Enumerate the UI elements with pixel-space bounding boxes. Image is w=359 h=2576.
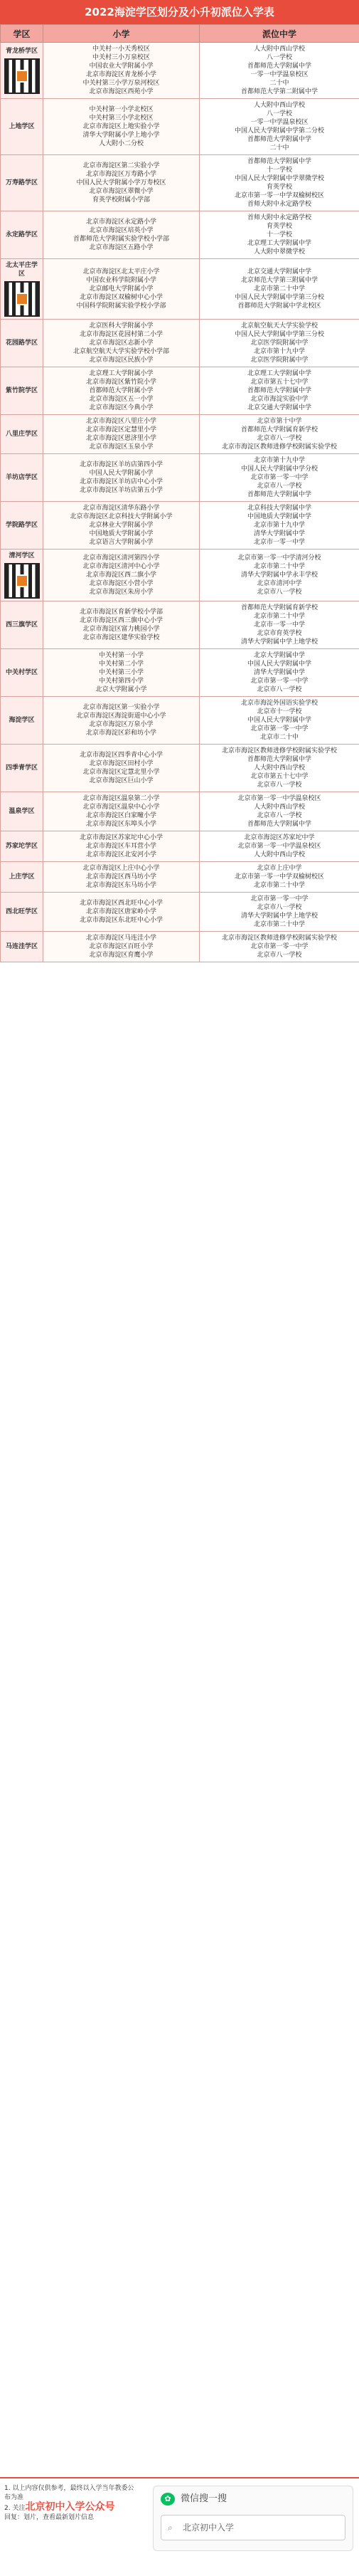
table-row [1,831,359,862]
primary-schools-cell: 北京市海淀区第二实验小学 北京市海淀区万寿路小学 中国人民大学附属小学万寿校区 北京市海淀区翠微小学 育英学校附属小学部 [43,155,200,211]
table-row [1,932,359,962]
primary-schools-cell: 中关村第一小学 中关村第二小学 中关村第三小学 中关村第四小学 北京大学附属小学 [43,649,200,697]
secondary-schools-cell: 首师大附中永定路学校 育英学校 十一学校 北京理工大学附属中学 人大附中翠微学校 [200,211,359,259]
primary-schools-cell: 北京医科大学附属小学 北京市海淀区花园村第二小学 北京市海淀区志新小学 北京航空航天大学实验学校小学部 北京市海淀区民族小学 [43,320,200,367]
primary-schools-cell: 北京市海淀区温泉第二小学 北京市海淀区温泉中心小学 北京市海淀区白家疃小学 北京市海淀区东埠头小学 [43,792,200,831]
table-row [1,454,359,502]
table-body [1,43,359,962]
table-row [1,697,359,745]
primary-schools-cell: 北京市海淀区第一实验小学 北京市海淀区海淀街道中心小学 北京市海淀区万泉小学 北京市海淀区彩和坊小学 [43,697,200,745]
district-name: 马连洼学区 [5,943,38,950]
district-cell [1,155,43,211]
page-title: 2022海淀学区划分及小升初派位入学表 [0,0,359,24]
table-row [1,367,359,415]
secondary-schools-cell: 北京市第一零一中学清河分校 北京市第二十中学 清华大学附属中学永丰学校 北京市清河中学 北京市八一学校 [200,550,359,601]
secondary-schools-cell: 人大附中西山学校 八一学校 首都师范大学附属中学 一零一中学温泉校区 二十中 首都师范大学第二附属中学 [200,43,359,99]
district-name: 清河学区 [9,552,35,559]
table-row [1,259,359,320]
wechat-search-text: 北京初中入学 [183,2523,235,2533]
secondary-schools-cell: 北京交通大学附属中学 北京师范大学第三附属中学 北京市第二十中学 中国人民大学附属中学第三分校 首都师范大学附属中学北校区 [200,259,359,320]
wechat-search-header [154,2486,353,2512]
district-name: 海淀学区 [9,717,35,724]
district-name: 上庄学区 [9,873,35,880]
district-name: 西三旗学区 [5,621,38,629]
table-row [1,99,359,155]
qr-code-icon [4,58,40,94]
district-cell [1,893,43,932]
district-cell [1,932,43,962]
wechat-label: 微信搜一搜 [181,2493,227,2504]
footer-note-tail: 回复：划片，查看最新划片信息 [4,2514,95,2521]
table-row [1,415,359,454]
district-name: 中关村学区 [5,669,38,676]
header-secondary: 派位中学 [200,25,359,43]
table-row [1,792,359,831]
wechat-search-box[interactable] [153,2486,353,2551]
table-row [1,550,359,601]
footer-note-prefix: 2. 关注 [4,2505,26,2512]
district-name: 苏家坨学区 [5,843,38,850]
table-row [1,649,359,697]
table-row [1,745,359,792]
table-header-row [1,25,359,43]
secondary-schools-cell: 北京理工大学附属中学 北京市第五十七中学 首都师范大学附属中学 北京市海淀实验中学 北京交通大学附属中学 [200,367,359,415]
secondary-schools-cell: 人大附中西山学校 八一学校 一零一中学温泉校区 中国人民大学附属中学第二分校 首都师范大学附属中学 二十中 [200,99,359,155]
primary-schools-cell: 北京市海淀区马连洼小学 北京市海淀区百旺小学 北京市海淀区育鹰小学 [43,932,200,962]
district-table [0,24,359,962]
district-cell [1,99,43,155]
district-name: 万寿路学区 [5,179,38,186]
primary-schools-cell: 北京市海淀区八里庄小学 北京市海淀区定慧里小学 北京市海淀区恩济里小学 北京市海淀区玉泉小学 [43,415,200,454]
district-name: 温泉学区 [9,808,35,815]
table-row [1,211,359,259]
primary-schools-cell: 北京市海淀区苏家坨中心小学 北京市海淀区车耳营小学 北京市海淀区北安河小学 [43,831,200,862]
district-name: 四季青学区 [5,764,38,772]
secondary-schools-cell: 北京市第一零一中学 北京市八一学校 清华大学附属中学上地学校 北京市第二十中学 [200,893,359,932]
primary-schools-cell: 北京市海淀区清华东路小学 北京市海淀区北京科技大学附属小学 北京林业大学附属小学 中国地质大学附属小学 北京语言大学附属小学 [43,502,200,550]
footer-note [4,2484,139,2523]
table-row [1,502,359,550]
district-name: 青龙桥学区 [5,48,38,55]
district-name: 西北旺学区 [5,908,38,915]
district-name: 紫竹院学区 [5,387,38,394]
qr-code-icon [4,563,40,599]
primary-schools-cell: 北京市海淀区西北旺中心小学 北京市海淀区唐家岭小学 北京市海淀区东北旺中心小学 [43,893,200,932]
district-cell [1,550,43,601]
primary-schools-cell: 中关村一小天秀校区 中关村三小万泉校区 中国农业大学附属小学 北京市海淀区青龙桥小学 中关村第三小学万泉河校区 北京市海淀区西苑小学 [43,43,200,99]
table-row [1,155,359,211]
secondary-schools-cell: 北京市第十九中学 中国人民大学附属中学分校 北京市第一零一中学 北京市八一学校 首都师范大学附属中学 [200,454,359,502]
footer-note-line-1: 1. 以上内容仅供参考，最终以入学当年教委公布为准 [4,2485,134,2501]
secondary-schools-cell: 首都师范大学附属中学 十一学校 中国人民大学附属中学翠微学校 育英学校 北京市第一零一中学双榆树校区 首师大附中永定路学校 [200,155,359,211]
secondary-schools-cell: 北京市第一零一中学温泉校区 人大附中西山学校 北京市八一学校 首都师范大学附属中学 [200,792,359,831]
primary-schools-cell: 北京理工大学附属小学 北京市海淀区紫竹院小学 首都师范大学附属小学 北京市海淀区五一小学 北京市海淀区今典小学 [43,367,200,415]
district-cell [1,43,43,99]
district-name: 八里庄学区 [5,431,38,438]
primary-schools-cell: 北京市海淀区羊坊店第四小学 中国人民大学附属小学 北京市海淀区羊坊店中心小学 北京市海淀区羊坊店第五小学 [43,454,200,502]
qr-code-icon [4,281,40,317]
wechat-search-input[interactable] [161,2515,345,2540]
district-cell [1,259,43,320]
primary-schools-cell: 北京市海淀区四季青中心小学 北京市海淀区田村小学 北京市海淀区定慧北里小学 北京市海淀区巨山小学 [43,745,200,792]
district-name: 花园路学区 [5,340,38,347]
table-row [1,601,359,649]
primary-schools-cell: 中关村第一小学北校区 中关村第三小学北校区 北京市海淀区上地实验小学 清华大学附属小学上地小学 人大附小二分校 [43,99,200,155]
secondary-schools-cell: 北京市上庄中学 北京市第一零一中学双榆树校区 北京市第二十中学 [200,862,359,893]
secondary-schools-cell: 北京市海淀区苏家坨中学 北京市第一零一中学温泉校区 人大附中西山学校 [200,831,359,862]
primary-schools-cell: 北京市海淀区永定路小学 北京市海淀区培英小学 首都师范大学附属实验学校小学部 北京市海淀区五路小学 [43,211,200,259]
secondary-schools-cell: 北京市海淀外国语实验学校 北京市十一学校 中国人民大学附属中学 北京市第一零一中学 北京市二十中 [200,697,359,745]
secondary-schools-cell: 北京市第十中学 首都师范大学附属育新学校 北京市八一学校 北京市海淀区教师进修学校附属实验学校 [200,415,359,454]
district-cell [1,601,43,649]
district-cell [1,792,43,831]
district-cell [1,211,43,259]
district-cell [1,367,43,415]
primary-schools-cell: 北京市海淀区上庄中心小学 北京市海淀区西马坊小学 北京市海淀区东马坊小学 [43,862,200,893]
district-cell [1,831,43,862]
search-icon: ⌕ [168,2523,173,2533]
wechat-icon: ✿ [161,2493,175,2506]
footer-highlight: 北京初中入学公众号 [25,2501,115,2513]
district-cell [1,697,43,745]
table-row [1,43,359,99]
district-cell [1,862,43,893]
district-cell [1,415,43,454]
district-cell [1,320,43,367]
footer-note-line-2 [4,2503,139,2513]
district-name: 上地学区 [9,123,35,130]
district-cell [1,502,43,550]
district-name: 学院路学区 [5,522,38,529]
district-name: 永定路学区 [5,231,38,238]
header-district: 学区 [1,25,43,43]
secondary-schools-cell: 北京科技大学附属中学 中国地质大学附属中学 北京市第十九中学 清华大学附属中学 北京市一零一中学 [200,502,359,550]
table-row [1,893,359,932]
district-name: 羊坊店学区 [5,474,38,481]
secondary-schools-cell: 首都师范大学附属育新学校 北京市第二十中学 北京市一零一中学 北京市育英学校 清华大学附属中学上地学校 [200,601,359,649]
district-cell [1,649,43,697]
table-row [1,862,359,893]
secondary-schools-cell: 北京航空航天大学实验学校 中国人民大学附属中学第三分校 北京医学院附属中学 北京市第十九中学 北京医学院附属中学 [200,320,359,367]
district-cell [1,454,43,502]
primary-schools-cell: 北京市海淀区育新学校小学部 北京市海淀区西三旗中心小学 北京市海淀区富力桃园小学 北京市海淀区建华实验学校 [43,601,200,649]
district-cell [1,745,43,792]
secondary-schools-cell: 北京市海淀区教师进修学校附属实验学校 首都师范大学附属中学 人大附中西山学校 北京市第五十七中学 北京市八一学校 [200,745,359,792]
secondary-schools-cell: 北京市海淀区教师进修学校附属实验学校 北京市第一零一中学 北京市八一学校 [200,932,359,962]
footer [0,2477,359,2576]
table-row [1,320,359,367]
primary-schools-cell: 北京市海淀区北太平庄小学 中国农业科学院附属小学 北京邮电大学附属小学 北京市海淀区双榆树中心小学 中国科学院附属实验学校小学部 [43,259,200,320]
header-primary: 小学 [43,25,200,43]
secondary-schools-cell: 北京大学附属中学 中国人民大学附属中学 清华大学附属中学 北京市第一零一中学 北京市八一学校 [200,649,359,697]
primary-schools-cell: 北京市海淀区清河第四小学 北京市海淀区清河中心小学 北京市海淀区西二旗小学 北京市海淀区小营小学 北京市海淀区朱房小学 [43,550,200,601]
district-name: 北太平庄学区 [5,262,38,278]
